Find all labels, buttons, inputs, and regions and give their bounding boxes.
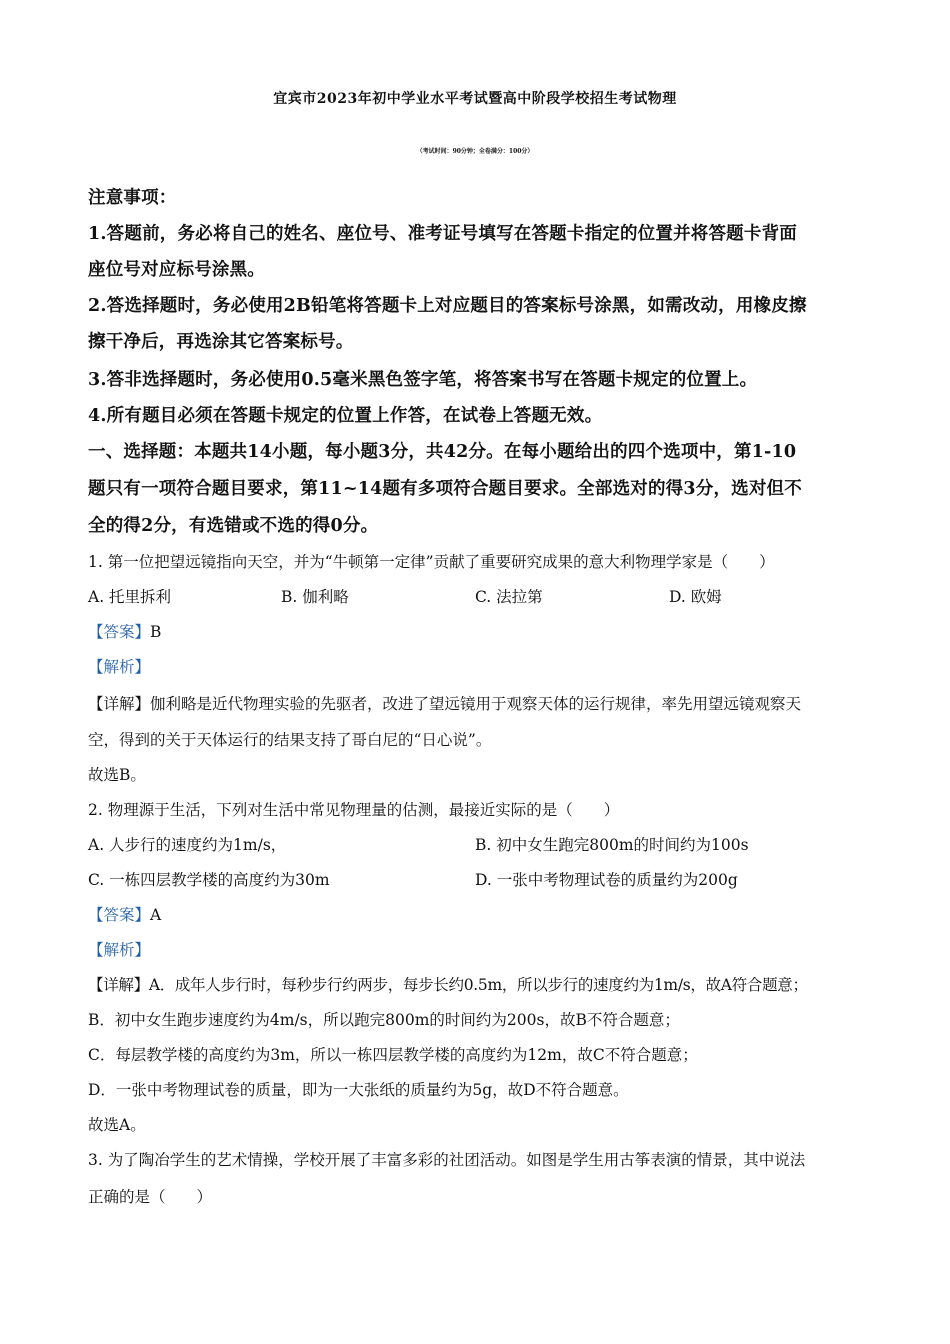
q2-option-c: C. 一栋四层教学楼的高度约为30m	[88, 871, 330, 889]
q1-detail-line	[88, 692, 801, 714]
answer-label: 【答案】	[88, 906, 151, 924]
section-heading-line: 题只有一项符合题目要求，第11~14题有多项符合题目要求。全部选对的得3分，选对但不	[88, 479, 802, 499]
detail-label: 【详解】	[88, 976, 149, 994]
q1-conclusion: 故选B。	[88, 766, 146, 784]
q1-option-c: C. 法拉第	[475, 588, 543, 606]
q2-option-b: B. 初中女生跑完800m的时间约为100s	[475, 836, 749, 854]
q2-detail-line	[88, 973, 808, 995]
q2-detail-line: C．每层教学楼的高度约为3m，所以一栋四层教学楼的高度约为12m，故C不符合题意；	[88, 1046, 698, 1064]
q2-detail-line: D．一张中考物理试卷的质量，即为一大张纸的质量约为5g，故D不符合题意。	[88, 1081, 629, 1099]
q1-answer-value: B	[150, 623, 162, 641]
question-1-stem: 1. 第一位把望远镜指向天空，并为“牛顿第一定律”贡献了重要研究成果的意大利物理学家是（ ）	[88, 553, 775, 571]
notice-line: 1.答题前，务必将自己的姓名、座位号、准考证号填写在答题卡指定的位置并将答题卡背面	[88, 224, 797, 244]
exam-duration-subtitle: （考试时间：90分钟；全卷满分：100分）	[416, 148, 534, 155]
q2-option-d: D. 一张中考物理试卷的质量约为200g	[475, 871, 738, 889]
notice-line: 2.答选择题时，务必使用2B铅笔将答题卡上对应题目的答案标号涂黑，如需改动，用橡皮擦	[88, 296, 807, 316]
question-3-stem-continued: 正确的是（ ）	[88, 1188, 213, 1206]
q2-option-a: A. 人步行的速度约为1m/s，	[88, 836, 287, 854]
notice-line: 4.所有题目必须在答题卡规定的位置上作答，在试卷上答题无效。	[88, 406, 603, 426]
q1-option-d: D. 欧姆	[669, 588, 722, 606]
notice-line: 3.答非选择题时，务必使用0.5毫米黑色签字笔，将答案书写在答题卡规定的位置上。	[88, 370, 758, 390]
detail-label: 【详解】	[88, 695, 151, 713]
q1-answer-line	[88, 620, 161, 642]
q1-option-b: B. 伽利略	[281, 588, 349, 606]
q2-detail-text: A．成年人步行时，每秒步行约两步，每步长约0.5m，所以步行的速度约为1m/s，故A符合题意；	[148, 976, 808, 994]
notice-heading: 注意事项：	[88, 188, 177, 208]
page-title: 宜宾市2023年初中学业水平考试暨高中阶段学校招生考试物理	[273, 91, 677, 107]
q1-option-a: A. 托里拆利	[88, 588, 172, 606]
section-heading-line: 一、选择题：本题共14小题，每小题3分，共42分。在每小题给出的四个选项中，第1-10	[88, 442, 797, 462]
q1-detail-text: 伽利略是近代物理实验的先驱者，改进了望远镜用于观察天体的运行规律，率先用望远镜观察天	[150, 695, 802, 713]
q2-answer-value: A	[150, 906, 162, 924]
question-3-stem: 3. 为了陶冶学生的艺术情操，学校开展了丰富多彩的社团活动。如图是学生用古筝表演的情景，其中说法	[88, 1151, 806, 1169]
q2-detail-line: B．初中女生跑步速度约为4m/s，所以跑完800m的时间约为200s，故B不符合题意；	[88, 1011, 680, 1029]
notice-line: 擦干净后，再选涂其它答案标号。	[88, 332, 354, 352]
q2-conclusion: 故选A。	[88, 1116, 146, 1134]
q2-analysis-label: 【解析】	[88, 941, 151, 959]
question-2-stem: 2. 物理源于生活，下列对生活中常见物理量的估测，最接近实际的是（ ）	[88, 801, 620, 819]
answer-label: 【答案】	[88, 623, 151, 641]
q2-answer-line	[88, 903, 161, 925]
q1-detail-line: 空，得到的关于天体运行的结果支持了哥白尼的“日心说”。	[88, 731, 492, 749]
section-heading-line: 全的得2分，有选错或不选的得0分。	[88, 516, 379, 536]
q1-analysis-label: 【解析】	[88, 658, 151, 676]
notice-line: 座位号对应标号涂黑。	[88, 260, 265, 280]
